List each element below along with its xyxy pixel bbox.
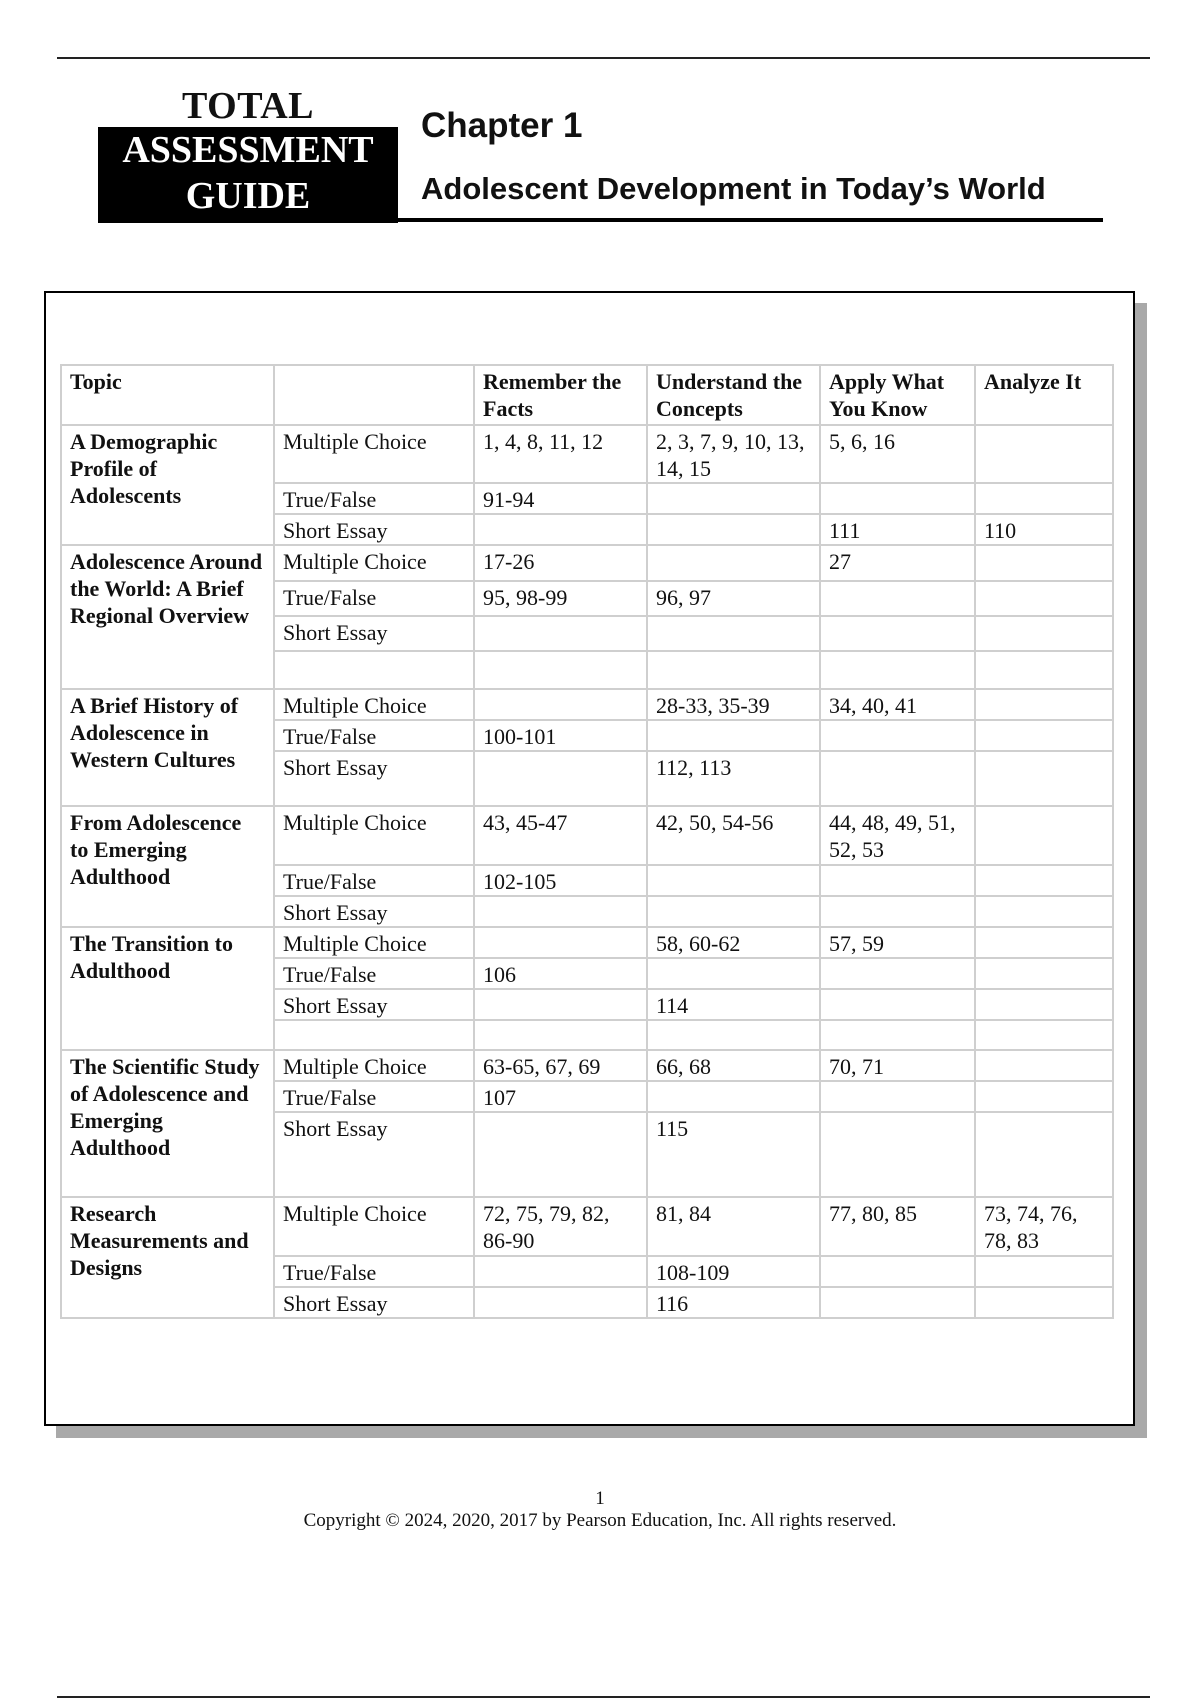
table-row bbox=[61, 689, 1113, 720]
page-number: 1 bbox=[595, 1488, 605, 1509]
apply-cell bbox=[820, 483, 975, 514]
type-cell: True/False bbox=[274, 483, 474, 514]
type-cell: Short Essay bbox=[274, 751, 474, 806]
understand-cell: 96, 97 bbox=[647, 581, 820, 616]
analyze-cell bbox=[975, 425, 1113, 483]
apply-cell bbox=[820, 1020, 975, 1050]
apply-cell: 34, 40, 41 bbox=[820, 689, 975, 720]
apply-cell bbox=[820, 581, 975, 616]
remember-cell: 63-65, 67, 69 bbox=[474, 1050, 647, 1081]
analyze-cell bbox=[975, 1287, 1113, 1318]
remember-cell: 17-26 bbox=[474, 545, 647, 581]
apply-cell bbox=[820, 958, 975, 989]
chapter-label: Chapter 1 bbox=[421, 106, 583, 145]
type-cell: True/False bbox=[274, 865, 474, 896]
column-header: Remember the Facts bbox=[474, 365, 647, 425]
understand-cell: 108-109 bbox=[647, 1256, 820, 1287]
apply-cell: 27 bbox=[820, 545, 975, 581]
topic-cell: From Adolescence to Emerging Adulthood bbox=[61, 806, 274, 927]
remember-cell: 102-105 bbox=[474, 865, 647, 896]
topic-cell: Research Measurements and Designs bbox=[61, 1197, 274, 1318]
type-cell bbox=[274, 651, 474, 689]
type-cell: Short Essay bbox=[274, 1287, 474, 1318]
understand-cell bbox=[647, 1020, 820, 1050]
analyze-cell bbox=[975, 1256, 1113, 1287]
type-cell: Short Essay bbox=[274, 989, 474, 1020]
type-cell: Short Essay bbox=[274, 514, 474, 545]
table-row bbox=[61, 1050, 1113, 1081]
apply-cell: 57, 59 bbox=[820, 927, 975, 958]
analyze-cell bbox=[975, 720, 1113, 751]
analyze-cell bbox=[975, 581, 1113, 616]
logo-line-guide: GUIDE bbox=[185, 175, 311, 217]
analyze-cell bbox=[975, 806, 1113, 865]
column-header bbox=[274, 365, 474, 425]
type-cell: Multiple Choice bbox=[274, 806, 474, 865]
apply-cell: 77, 80, 85 bbox=[820, 1197, 975, 1256]
type-cell: True/False bbox=[274, 720, 474, 751]
understand-cell bbox=[647, 514, 820, 545]
understand-cell: 114 bbox=[647, 989, 820, 1020]
column-header: Understand the Concepts bbox=[647, 365, 820, 425]
table-row bbox=[61, 1197, 1113, 1256]
understand-cell: 2, 3, 7, 9, 10, 13, 14, 15 bbox=[647, 425, 820, 483]
remember-cell bbox=[474, 1112, 647, 1197]
remember-cell bbox=[474, 514, 647, 545]
remember-cell bbox=[474, 927, 647, 958]
apply-cell bbox=[820, 1287, 975, 1318]
remember-cell bbox=[474, 1287, 647, 1318]
header-underline bbox=[398, 218, 1103, 222]
remember-cell: 100-101 bbox=[474, 720, 647, 751]
analyze-cell bbox=[975, 651, 1113, 689]
understand-cell bbox=[647, 720, 820, 751]
apply-cell bbox=[820, 751, 975, 806]
understand-cell bbox=[647, 483, 820, 514]
remember-cell bbox=[474, 1020, 647, 1050]
analyze-cell bbox=[975, 958, 1113, 989]
analyze-cell bbox=[975, 689, 1113, 720]
understand-cell bbox=[647, 896, 820, 927]
type-cell: Short Essay bbox=[274, 616, 474, 651]
understand-cell: 58, 60-62 bbox=[647, 927, 820, 958]
apply-cell bbox=[820, 616, 975, 651]
apply-cell bbox=[820, 1112, 975, 1197]
apply-cell bbox=[820, 651, 975, 689]
logo-total: TOTAL bbox=[181, 85, 315, 127]
analyze-cell bbox=[975, 545, 1113, 581]
understand-cell: 112, 113 bbox=[647, 751, 820, 806]
apply-cell bbox=[820, 1081, 975, 1112]
apply-cell bbox=[820, 865, 975, 896]
analyze-cell bbox=[975, 1112, 1113, 1197]
column-header: Topic bbox=[61, 365, 274, 425]
table-row bbox=[61, 545, 1113, 581]
analyze-cell bbox=[975, 751, 1113, 806]
table-row bbox=[61, 806, 1113, 865]
understand-cell: 42, 50, 54-56 bbox=[647, 806, 820, 865]
remember-cell bbox=[474, 1256, 647, 1287]
understand-cell: 116 bbox=[647, 1287, 820, 1318]
analyze-cell: 110 bbox=[975, 514, 1113, 545]
type-cell: Multiple Choice bbox=[274, 1050, 474, 1081]
apply-cell: 111 bbox=[820, 514, 975, 545]
analyze-cell bbox=[975, 1050, 1113, 1081]
analyze-cell bbox=[975, 616, 1113, 651]
type-cell: True/False bbox=[274, 581, 474, 616]
analyze-cell bbox=[975, 989, 1113, 1020]
understand-cell bbox=[647, 651, 820, 689]
remember-cell bbox=[474, 989, 647, 1020]
topic-cell: A Demographic Profile of Adolescents bbox=[61, 425, 274, 545]
understand-cell: 66, 68 bbox=[647, 1050, 820, 1081]
remember-cell bbox=[474, 896, 647, 927]
bottom-rule bbox=[57, 1696, 1150, 1698]
type-cell: Multiple Choice bbox=[274, 927, 474, 958]
topic-cell: A Brief History of Adolescence in Western Cultures bbox=[61, 689, 274, 806]
remember-cell bbox=[474, 751, 647, 806]
table-row bbox=[61, 425, 1113, 483]
type-cell: Multiple Choice bbox=[274, 425, 474, 483]
header-row bbox=[61, 365, 1113, 425]
type-cell: True/False bbox=[274, 1081, 474, 1112]
remember-cell bbox=[474, 616, 647, 651]
type-cell: Multiple Choice bbox=[274, 689, 474, 720]
analyze-cell bbox=[975, 865, 1113, 896]
analyze-cell bbox=[975, 483, 1113, 514]
type-cell: True/False bbox=[274, 1256, 474, 1287]
analyze-cell bbox=[975, 1081, 1113, 1112]
remember-cell: 107 bbox=[474, 1081, 647, 1112]
understand-cell: 81, 84 bbox=[647, 1197, 820, 1256]
remember-cell: 106 bbox=[474, 958, 647, 989]
analyze-cell bbox=[975, 1020, 1113, 1050]
remember-cell bbox=[474, 651, 647, 689]
remember-cell: 1, 4, 8, 11, 12 bbox=[474, 425, 647, 483]
apply-cell bbox=[820, 1256, 975, 1287]
assessment-table bbox=[60, 364, 1114, 1319]
understand-cell bbox=[647, 1081, 820, 1112]
topic-cell: The Scientific Study of Adolescence and Emerging Adulthood bbox=[61, 1050, 274, 1197]
apply-cell bbox=[820, 896, 975, 927]
topic-cell: Adolescence Around the World: A Brief Regional Overview bbox=[61, 545, 274, 689]
type-cell: Short Essay bbox=[274, 1112, 474, 1197]
logo-box bbox=[98, 127, 398, 223]
column-header: Apply What You Know bbox=[820, 365, 975, 425]
understand-cell bbox=[647, 616, 820, 651]
remember-cell: 43, 45-47 bbox=[474, 806, 647, 865]
apply-cell: 44, 48, 49, 51, 52, 53 bbox=[820, 806, 975, 865]
copyright: Copyright © 2024, 2020, 2017 by Pearson Education, Inc. All rights reserved. bbox=[303, 1510, 897, 1531]
chapter-title: Adolescent Development in Today’s World bbox=[421, 171, 1046, 206]
remember-cell: 91-94 bbox=[474, 483, 647, 514]
type-cell: Short Essay bbox=[274, 896, 474, 927]
apply-cell: 70, 71 bbox=[820, 1050, 975, 1081]
remember-cell bbox=[474, 689, 647, 720]
apply-cell: 5, 6, 16 bbox=[820, 425, 975, 483]
analyze-cell bbox=[975, 896, 1113, 927]
understand-cell bbox=[647, 958, 820, 989]
understand-cell bbox=[647, 865, 820, 896]
type-cell: Multiple Choice bbox=[274, 1197, 474, 1256]
understand-cell: 115 bbox=[647, 1112, 820, 1197]
type-cell: True/False bbox=[274, 958, 474, 989]
column-header: Analyze It bbox=[975, 365, 1113, 425]
analyze-cell bbox=[975, 927, 1113, 958]
understand-cell: 28-33, 35-39 bbox=[647, 689, 820, 720]
type-cell: Multiple Choice bbox=[274, 545, 474, 581]
type-cell bbox=[274, 1020, 474, 1050]
apply-cell bbox=[820, 989, 975, 1020]
logo-line-assessment: ASSESSMENT bbox=[122, 129, 374, 171]
understand-cell bbox=[647, 545, 820, 581]
top-rule bbox=[57, 57, 1150, 59]
apply-cell bbox=[820, 720, 975, 751]
topic-cell: The Transition to Adulthood bbox=[61, 927, 274, 1050]
remember-cell: 72, 75, 79, 82, 86-90 bbox=[474, 1197, 647, 1256]
remember-cell: 95, 98-99 bbox=[474, 581, 647, 616]
analyze-cell: 73, 74, 76, 78, 83 bbox=[975, 1197, 1113, 1256]
table-row bbox=[61, 927, 1113, 958]
